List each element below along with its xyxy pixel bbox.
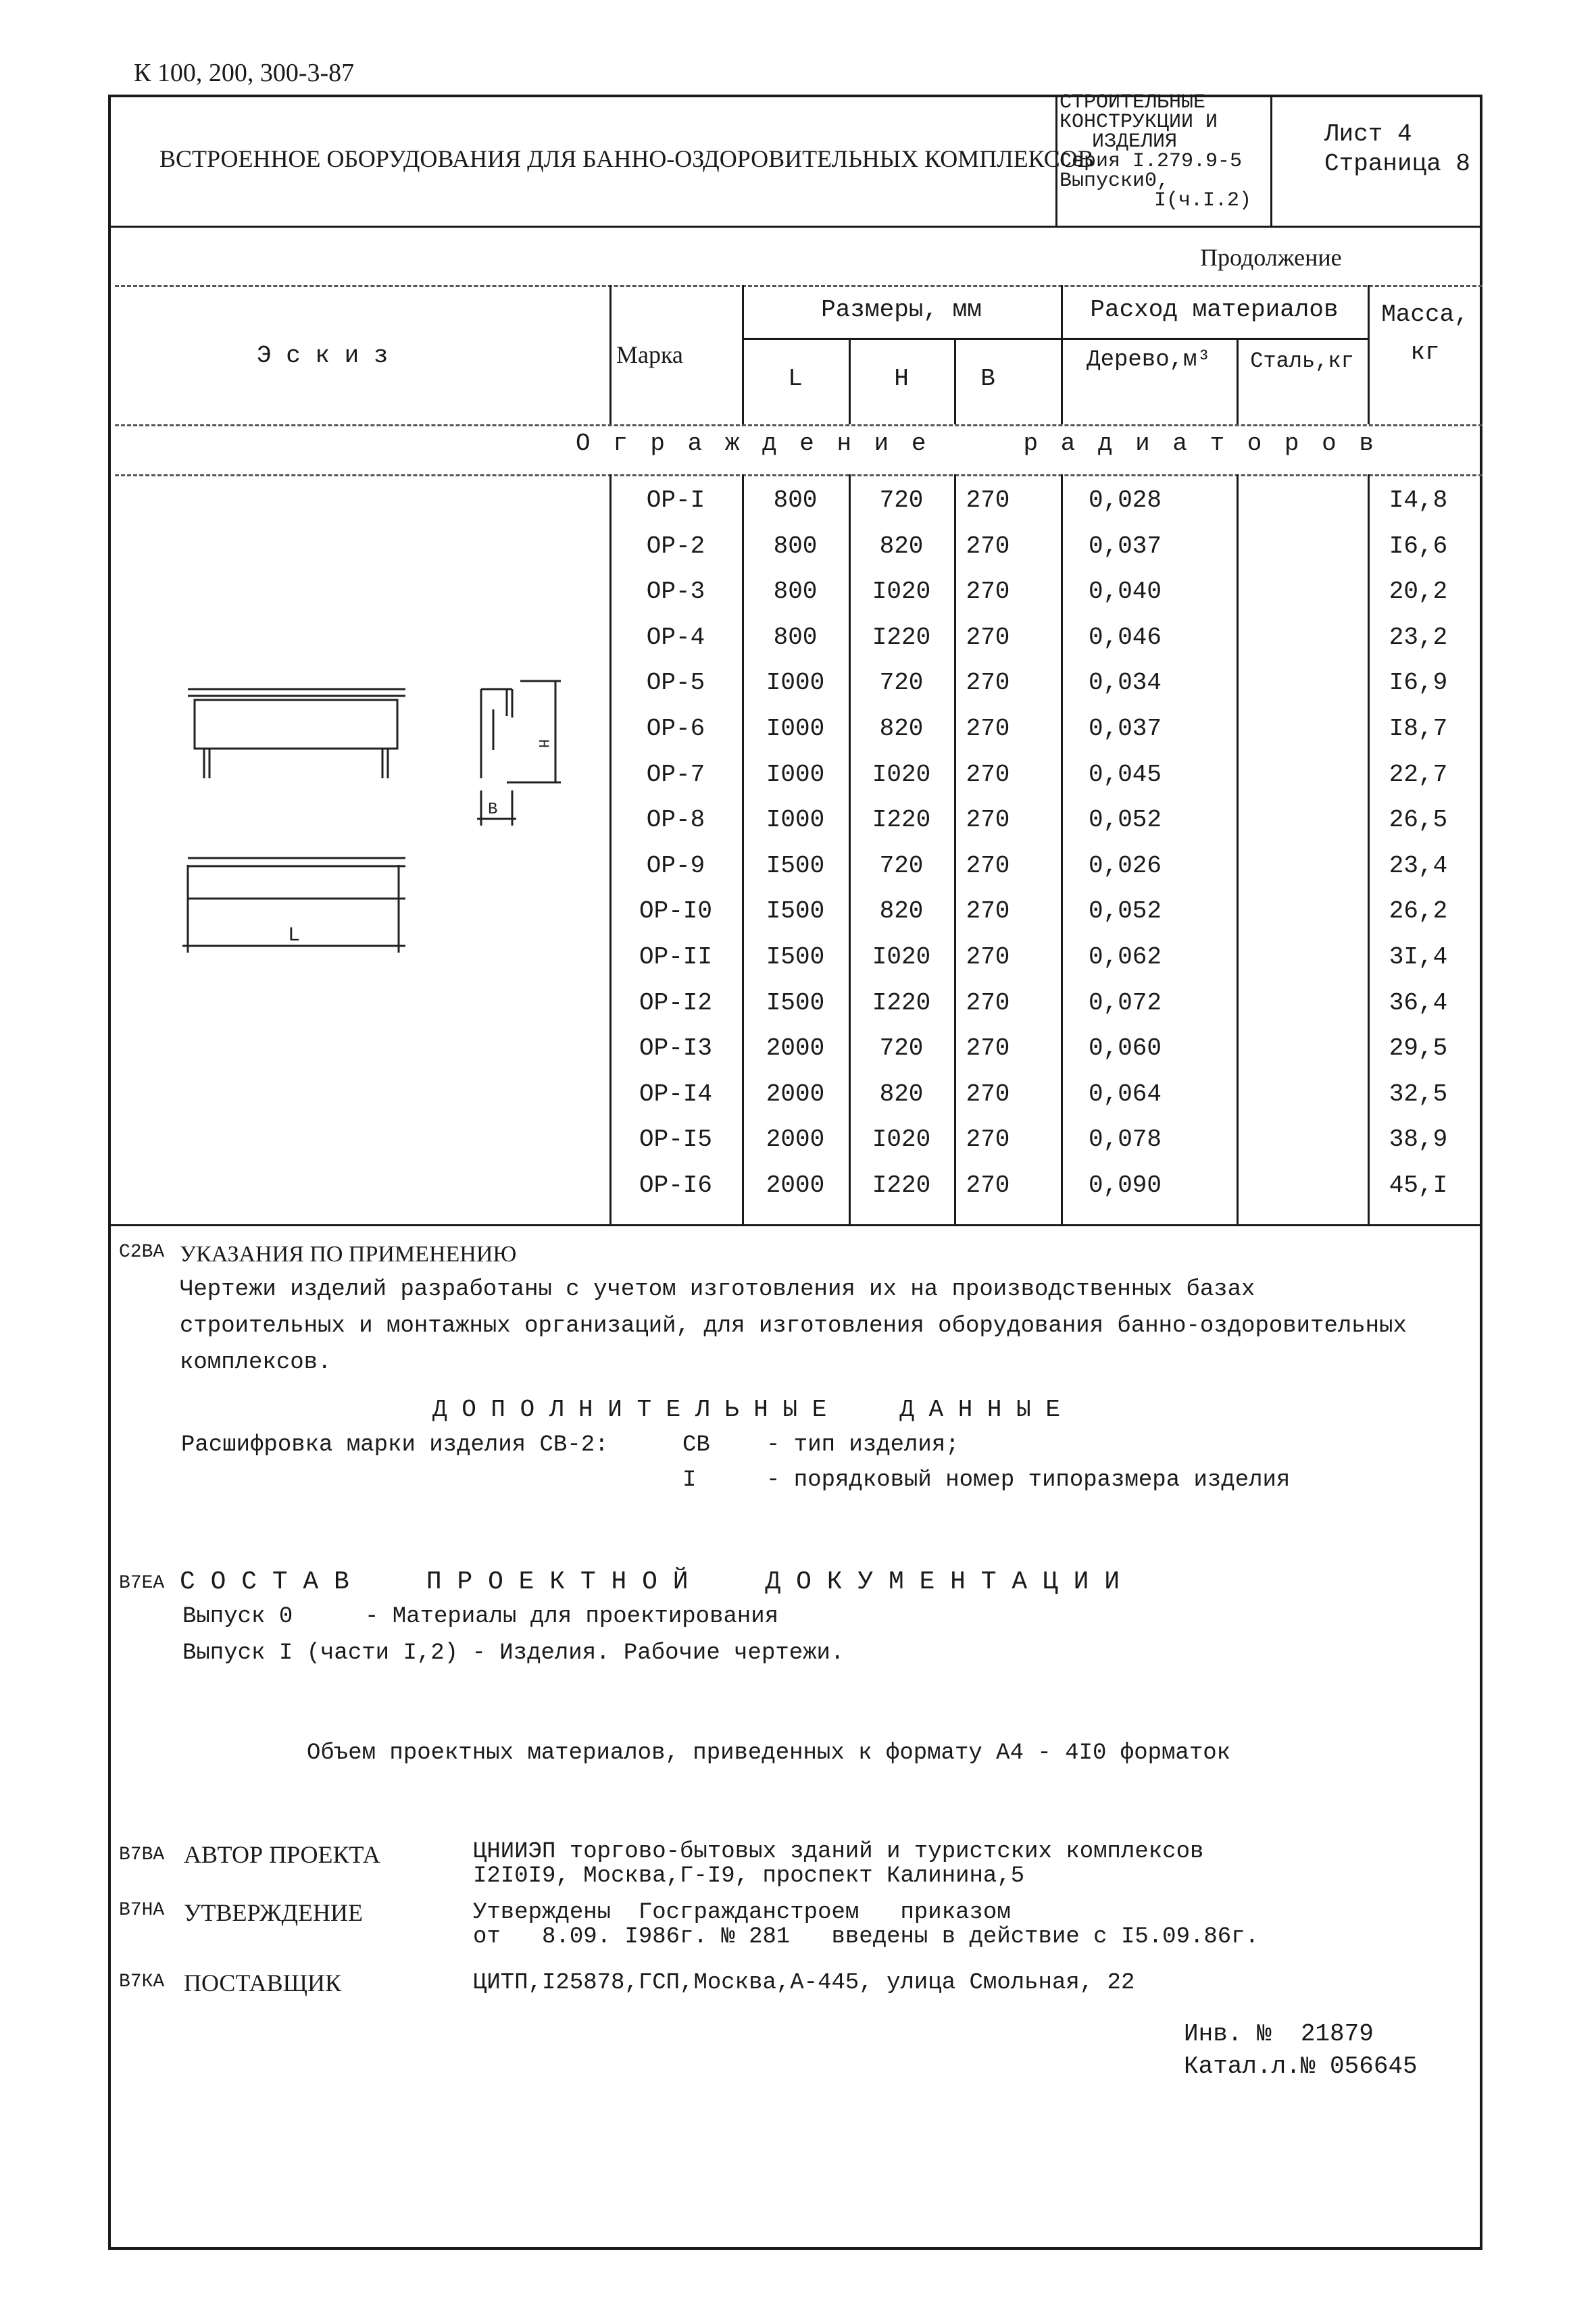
cell-L: 800 (773, 486, 818, 514)
inventory-number: Инв. № 21879 (1184, 2020, 1374, 2048)
cell-wood: 0,064 (1088, 1080, 1162, 1108)
cell-H: 720 (879, 1034, 924, 1063)
sketch-label-B: В (488, 801, 498, 819)
document-title: ВСТРОЕННОЕ ОБОРУДОВАНИЯ ДЛЯ БАННО-ОЗДОРОВИТЕЛЬНЫХ КОМПЛЕКСОВ (159, 145, 1094, 172)
cell-L: 800 (773, 623, 818, 651)
cell-B: 270 (966, 578, 1010, 606)
decode-label: Расшифровка марки изделия СВ-2: (181, 1432, 609, 1458)
author-line: I2I0I9, Москва,Г-I9, проспект Калинина,5 (473, 1863, 1025, 1889)
cell-L: I500 (766, 897, 825, 926)
cell-mark: ОР-I4 (639, 1080, 713, 1108)
cell-mass: 26,5 (1389, 806, 1448, 834)
cell-mark: ОР-I0 (639, 897, 713, 926)
cell-mass: I6,9 (1389, 669, 1448, 697)
page-number: Страница 8 (1324, 150, 1471, 178)
document-code: К 100, 200, 300-3-87 (134, 59, 355, 87)
composition-heading: С О С Т А В П Р О Е К Т Н О Й Д О К У М Е Н Т А Ц И И (180, 1567, 1120, 1596)
series-line: КОНСТРУКЦИИ И (1059, 111, 1218, 134)
table-top-rule (115, 285, 1482, 287)
cell-wood: 0,060 (1088, 1034, 1162, 1063)
cell-mark: ОР-I (646, 486, 705, 514)
cell-mass: 29,5 (1389, 1034, 1448, 1063)
cell-H: I020 (872, 578, 931, 606)
cell-mark: ОР-7 (646, 760, 705, 788)
col-B-header: В (980, 365, 995, 393)
col-mass-header: Масса, кг (1381, 301, 1469, 366)
section-title: О г р а ж д е н и е р а д и а т о р о в (576, 430, 1378, 457)
series-line: Выпуски0, (1059, 170, 1170, 193)
cell-H: I020 (872, 760, 931, 788)
col-sep (1237, 474, 1239, 1224)
col-steel-header: Сталь,кг (1250, 349, 1354, 374)
catalog-number: Катал.л.№ 056645 (1184, 2053, 1418, 2080)
decode-key-2: I (682, 1467, 697, 1493)
usage-line: строительных и монтажных организаций, для изготовления оборудования банно-оздоровительных (180, 1313, 1407, 1339)
cell-wood: 0,090 (1088, 1172, 1162, 1199)
cell-mark: ОР-6 (646, 715, 705, 743)
author-line: ЦНИИЭП торгово-бытовых зданий и туристских комплексов (473, 1839, 1204, 1865)
cell-L: I500 (766, 943, 825, 971)
header-divider (108, 226, 1482, 228)
cell-B: 270 (966, 1034, 1010, 1063)
composition-code: В7ЕА (119, 1573, 165, 1594)
sketch-drawing (169, 669, 551, 980)
cell-mass: I6,6 (1389, 532, 1448, 560)
col-L-header: L (788, 365, 803, 393)
cell-L: I000 (766, 715, 825, 743)
cell-mass: I4,8 (1389, 486, 1448, 514)
cell-wood: 0,072 (1088, 988, 1162, 1017)
cell-H: 720 (879, 669, 924, 697)
cell-B: 270 (966, 851, 1010, 880)
cell-B: 270 (966, 1172, 1010, 1199)
cell-L: 2000 (766, 1080, 825, 1108)
cell-L: I500 (766, 851, 825, 880)
cell-wood: 0,034 (1088, 669, 1162, 697)
cell-B: 270 (966, 669, 1010, 697)
supplier-line: ЦИТП,I25878,ГСП,Москва,А-445, улица Смольная, 22 (473, 1970, 1135, 1996)
cell-L: 800 (773, 578, 818, 606)
author-label: АВТОР ПРОЕКТА (184, 1841, 380, 1868)
cell-mark: ОР-2 (646, 532, 705, 560)
cell-wood: 0,037 (1088, 715, 1162, 743)
sketch-label-H: Н (534, 739, 551, 749)
cell-H: I220 (872, 806, 931, 834)
cell-mass: 26,2 (1389, 897, 1448, 926)
cell-L: I000 (766, 806, 825, 834)
cell-B: 270 (966, 532, 1010, 560)
header-sep-2 (1270, 95, 1272, 226)
cell-L: 2000 (766, 1126, 825, 1154)
cell-wood: 0,052 (1088, 897, 1162, 926)
cell-wood: 0,028 (1088, 486, 1162, 514)
cell-mark: ОР-5 (646, 669, 705, 697)
author-code: В7ВА (119, 1844, 165, 1865)
cell-B: 270 (966, 1080, 1010, 1108)
usage-code: С2ВА (119, 1242, 165, 1263)
col-mark-header: Марка (616, 341, 683, 368)
cell-mark: ОР-9 (646, 851, 705, 880)
series-line: I(ч.I.2) (1154, 189, 1252, 212)
cell-mass: 3I,4 (1389, 943, 1448, 971)
col-sizes-header: Размеры, мм (821, 296, 982, 324)
issue-0-desc: - Материалы для проектирования (365, 1604, 779, 1630)
col-H-header: Н (894, 365, 909, 393)
usage-line: Чертежи изделий разработаны с учетом изготовления их на производственных базах (180, 1277, 1255, 1303)
additional-heading: Д О П О Л Н И Т Е Л Ь Н Ы Е Д А Н Н Ы Е (432, 1396, 1060, 1424)
cell-mark: ОР-3 (646, 578, 705, 606)
cell-mass: 38,9 (1389, 1126, 1448, 1154)
continuation-label: Продолжение (1200, 244, 1342, 271)
supplier-label: ПОСТАВЩИК (184, 1969, 341, 1996)
cell-mass: 36,4 (1389, 988, 1448, 1017)
cell-L: 2000 (766, 1172, 825, 1199)
cell-mark: ОР-II (639, 943, 713, 971)
cell-mark: ОР-8 (646, 806, 705, 834)
usage-heading: УКАЗАНИЯ ПО ПРИМЕНЕНИЮ (180, 1242, 517, 1267)
approval-line: от 8.09. I986г. № 281 введены в действие с I5.09.86г. (473, 1924, 1259, 1950)
cell-H: 820 (879, 532, 924, 560)
cell-wood: 0,078 (1088, 1126, 1162, 1154)
approval-code: В7НА (119, 1900, 165, 1921)
cell-B: 270 (966, 943, 1010, 971)
series-block (1059, 93, 1251, 211)
cell-H: I220 (872, 1172, 931, 1199)
cell-H: I220 (872, 988, 931, 1017)
cell-wood: 0,026 (1088, 851, 1162, 880)
usage-line: комплексов. (180, 1350, 332, 1376)
cell-H: I020 (872, 943, 931, 971)
issue-0: Выпуск 0 (182, 1604, 293, 1630)
decode-key-1: СВ (682, 1432, 710, 1458)
cell-H: 820 (879, 897, 924, 926)
col-sep (1368, 285, 1370, 424)
cell-wood: 0,037 (1088, 532, 1162, 560)
approval-label: УТВЕРЖДЕНИЕ (184, 1899, 364, 1926)
cell-B: 270 (966, 486, 1010, 514)
section-rule (115, 474, 1482, 476)
cell-wood: 0,052 (1088, 806, 1162, 834)
cell-mass: 23,4 (1389, 851, 1448, 880)
cell-mark: ОР-I6 (639, 1172, 713, 1199)
cell-mark: ОР-4 (646, 623, 705, 651)
cell-L: 2000 (766, 1034, 825, 1063)
sketch-label-L: L (288, 924, 301, 947)
cell-B: 270 (966, 623, 1010, 651)
supplier-code: В7КА (119, 1971, 165, 1992)
col-sketch-header: Э с к и з (257, 342, 389, 370)
cell-H: I020 (872, 1126, 931, 1154)
cell-H: 720 (879, 851, 924, 880)
subheader-rule (742, 338, 1368, 340)
cell-mass: 32,5 (1389, 1080, 1448, 1108)
col-materials-header: Расход материалов (1090, 296, 1339, 324)
cell-mass: 45,I (1389, 1172, 1448, 1199)
cell-B: 270 (966, 897, 1010, 926)
cell-mark: ОР-I2 (639, 988, 713, 1017)
series-line: СТРОИТЕЛЬНЫЕ (1059, 91, 1206, 114)
decode-value-2: - порядковый номер типоразмера изделия (766, 1467, 1291, 1493)
header-bottom-rule (115, 424, 1482, 426)
cell-H: I220 (872, 623, 931, 651)
cell-wood: 0,045 (1088, 760, 1162, 788)
cell-wood: 0,040 (1088, 578, 1162, 606)
cell-H: 720 (879, 486, 924, 514)
cell-mass: I8,7 (1389, 715, 1448, 743)
cell-mass: 20,2 (1389, 578, 1448, 606)
cell-mass: 23,2 (1389, 623, 1448, 651)
cell-mass: 22,7 (1389, 760, 1448, 788)
approval-line: Утверждены Госгражданстроем приказом (473, 1900, 1011, 1926)
cell-B: 270 (966, 760, 1010, 788)
cell-B: 270 (966, 806, 1010, 834)
sheet-number: Лист 4 (1324, 120, 1412, 148)
series-line: Серия I.279.9-5 (1059, 150, 1243, 173)
col-sep (609, 285, 612, 424)
series-line: ИЗДЕЛИЯ (1092, 130, 1178, 153)
cell-wood: 0,062 (1088, 943, 1162, 971)
cell-mark: ОР-I3 (639, 1034, 713, 1063)
col-wood-header: Дерево,м³ (1087, 347, 1211, 373)
issue-1: Выпуск I (части I,2) - Изделия. Рабочие чертежи. (182, 1640, 845, 1666)
cell-L: I000 (766, 669, 825, 697)
table-bottom-rule (108, 1224, 1482, 1226)
cell-H: 820 (879, 715, 924, 743)
volume-note: Объем проектных материалов, приведенных к формату А4 - 4I0 форматок (307, 1740, 1231, 1766)
cell-L: I000 (766, 760, 825, 788)
cell-B: 270 (966, 715, 1010, 743)
cell-B: 270 (966, 988, 1010, 1017)
cell-H: 820 (879, 1080, 924, 1108)
cell-L: I500 (766, 988, 825, 1017)
cell-wood: 0,046 (1088, 623, 1162, 651)
cell-L: 800 (773, 532, 818, 560)
decode-value-1: - тип изделия; (766, 1432, 959, 1458)
cell-B: 270 (966, 1126, 1010, 1154)
cell-mark: ОР-I5 (639, 1126, 713, 1154)
